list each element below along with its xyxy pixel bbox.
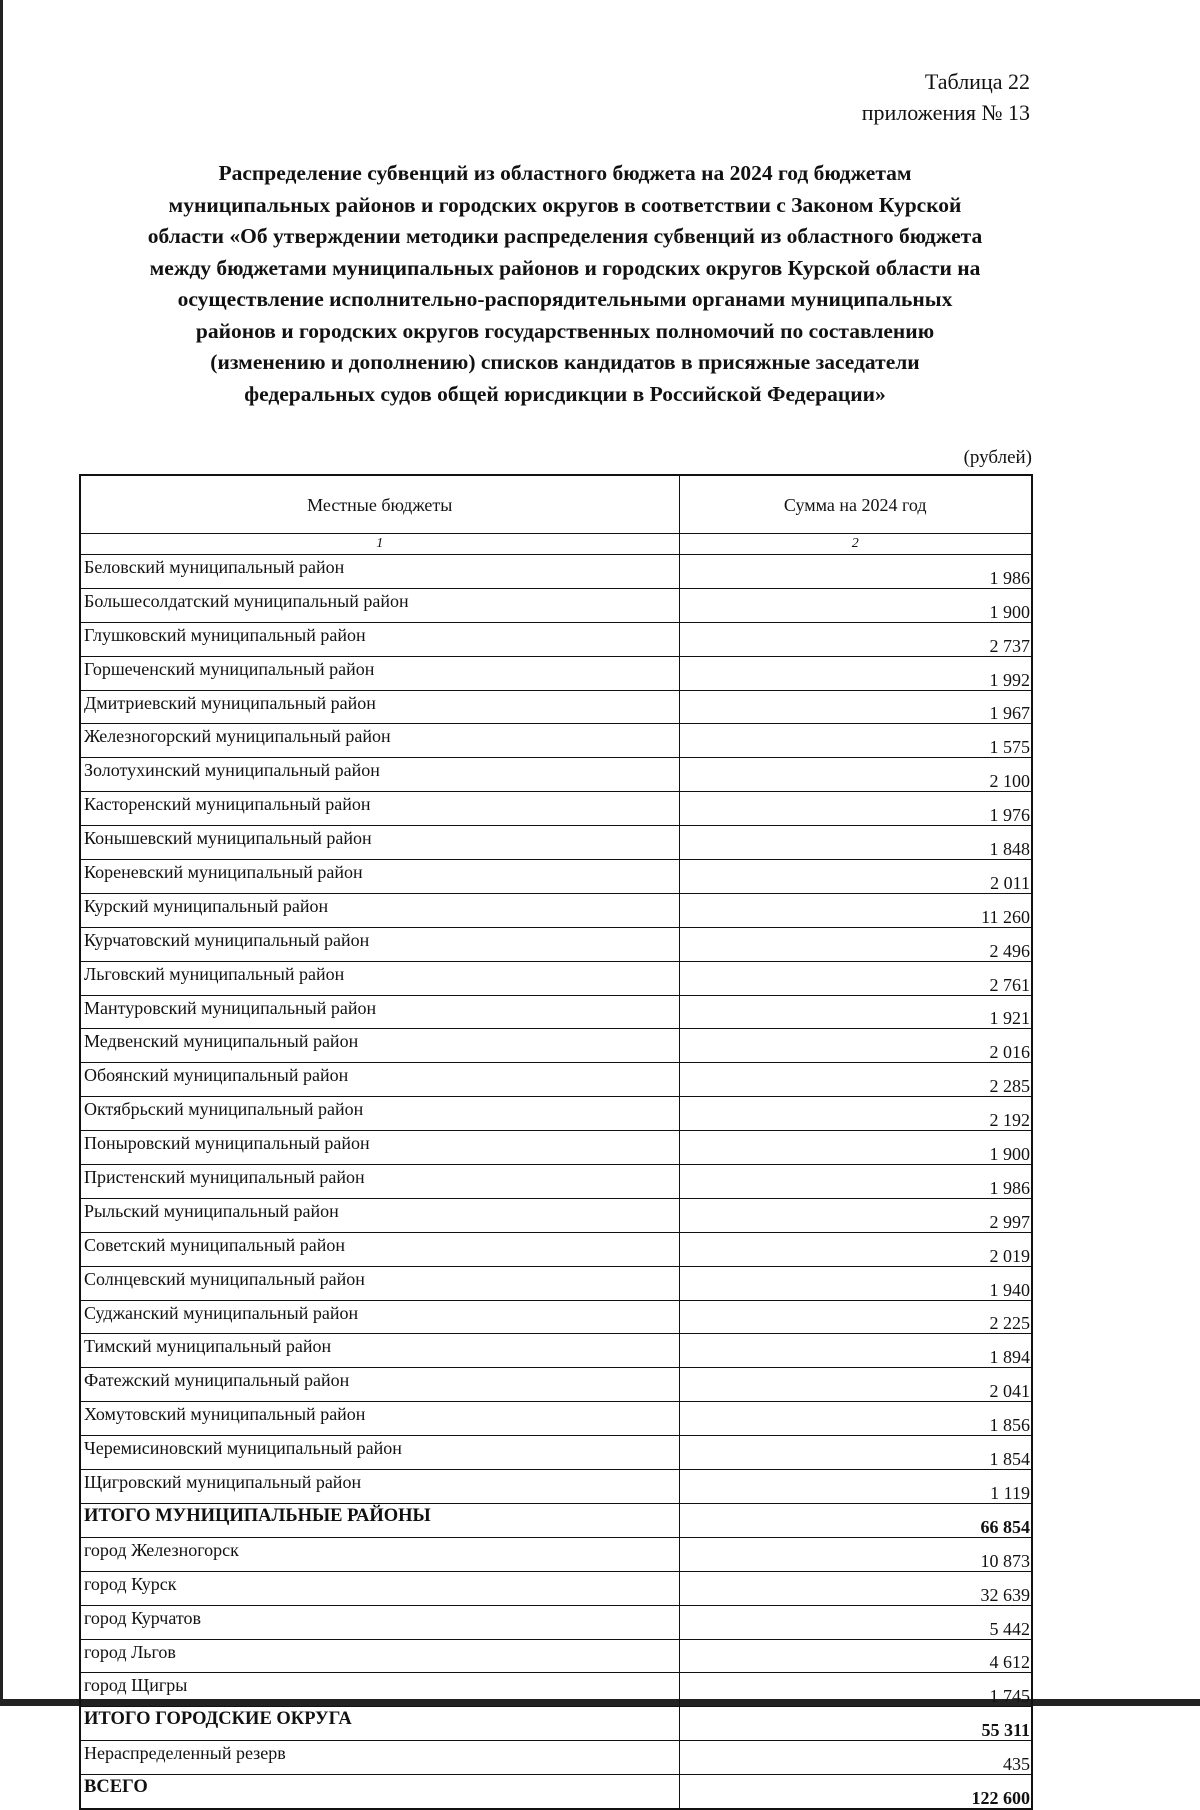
table-row bbox=[80, 656, 1032, 690]
table-row bbox=[80, 1673, 1032, 1707]
amount-cell: 122 600 bbox=[679, 1775, 1032, 1809]
appendix-number: приложения № 13 bbox=[861, 100, 1030, 125]
column-index-row bbox=[80, 534, 1032, 555]
table-row bbox=[80, 1605, 1032, 1639]
budget-name-cell: Дмитриевский муниципальный район bbox=[80, 690, 679, 724]
budget-name-cell: Касторенский муниципальный район bbox=[80, 792, 679, 826]
budget-name-cell: Черемисиновский муниципальный район bbox=[80, 1436, 679, 1470]
table-row bbox=[80, 758, 1032, 792]
title-line: Распределение субвенций из областного бюджета на 2024 год бюджетам bbox=[218, 161, 912, 185]
budget-name-cell: Медвенский муниципальный район bbox=[80, 1029, 679, 1063]
table-row bbox=[80, 1334, 1032, 1368]
amount-cell: 2 496 bbox=[679, 927, 1032, 961]
table-row bbox=[80, 1198, 1032, 1232]
budget-name-cell: Большесолдатский муниципальный район bbox=[80, 588, 679, 622]
table-row bbox=[80, 588, 1032, 622]
amount-cell: 2 019 bbox=[679, 1232, 1032, 1266]
column-index: 2 bbox=[679, 534, 1032, 555]
budget-name-cell: Курчатовский муниципальный район bbox=[80, 927, 679, 961]
amount-cell: 2 192 bbox=[679, 1097, 1032, 1131]
amount-cell: 1 900 bbox=[679, 588, 1032, 622]
title-line: области «Об утверждении методики распределения субвенций из областного бюджета bbox=[147, 224, 983, 248]
title-line: муниципальных районов и городских округов в соответствии с Законом Курской bbox=[168, 192, 962, 217]
title-line: (изменению и дополнению) списков кандидатов в присяжные заседатели bbox=[210, 350, 920, 374]
budget-name-cell: Щигровский муниципальный район bbox=[80, 1470, 679, 1504]
budget-name-cell: Фатежский муниципальный район bbox=[80, 1368, 679, 1402]
budget-name-cell: город Курчатов bbox=[80, 1605, 679, 1639]
amount-cell: 55 311 bbox=[679, 1707, 1032, 1741]
budget-name-cell: Курский муниципальный район bbox=[80, 893, 679, 927]
distribution-table bbox=[79, 474, 1033, 1810]
budget-name-cell: Тимский муниципальный район bbox=[80, 1334, 679, 1368]
table-row bbox=[80, 690, 1032, 724]
column-index: 1 bbox=[80, 534, 679, 555]
budget-name-cell: Глушковский муниципальный район bbox=[80, 622, 679, 656]
table-row bbox=[80, 1300, 1032, 1334]
budget-name-cell: Обоянский муниципальный район bbox=[80, 1063, 679, 1097]
budget-name-cell: Беловский муниципальный район bbox=[80, 555, 679, 589]
table-row bbox=[80, 893, 1032, 927]
amount-cell: 10 873 bbox=[679, 1537, 1032, 1571]
amount-cell: 2 997 bbox=[679, 1198, 1032, 1232]
table-total-row bbox=[80, 1707, 1032, 1741]
amount-cell: 5 442 bbox=[679, 1605, 1032, 1639]
table-row bbox=[80, 1639, 1032, 1673]
unit-label: (рублей) bbox=[963, 447, 1032, 468]
budget-name-cell: город Льгов bbox=[80, 1639, 679, 1673]
budget-name-cell: Рыльский муниципальный район bbox=[80, 1198, 679, 1232]
table-total-row bbox=[80, 1503, 1032, 1537]
amount-cell: 32 639 bbox=[679, 1571, 1032, 1605]
table-row bbox=[80, 622, 1032, 656]
title-line: осуществление исполнительно-распорядительными органами муниципальных bbox=[177, 287, 953, 311]
amount-cell: 1 848 bbox=[679, 826, 1032, 860]
budget-name-cell: Нераспределенный резерв bbox=[80, 1741, 679, 1775]
amount-cell: 1 894 bbox=[679, 1334, 1032, 1368]
amount-cell: 2 016 bbox=[679, 1029, 1032, 1063]
table-row bbox=[80, 927, 1032, 961]
document-title bbox=[88, 158, 1042, 410]
table-row bbox=[80, 1266, 1032, 1300]
table-header-row bbox=[80, 475, 1032, 534]
budget-name-cell: ИТОГО ГОРОДСКИЕ ОКРУГА bbox=[80, 1707, 679, 1741]
table-row bbox=[80, 1097, 1032, 1131]
budget-name-cell: город Железногорск bbox=[80, 1537, 679, 1571]
amount-cell: 1 986 bbox=[679, 1165, 1032, 1199]
table-row bbox=[80, 961, 1032, 995]
table-row bbox=[80, 1436, 1032, 1470]
amount-cell: 2 100 bbox=[679, 758, 1032, 792]
amount-cell: 2 011 bbox=[679, 860, 1032, 894]
budget-name-cell: ВСЕГО bbox=[80, 1775, 679, 1809]
budget-name-cell: Октябрьский муниципальный район bbox=[80, 1097, 679, 1131]
table-row bbox=[80, 1571, 1032, 1605]
amount-cell: 1 992 bbox=[679, 656, 1032, 690]
amount-cell: 1 854 bbox=[679, 1436, 1032, 1470]
amount-cell: 1 745 bbox=[679, 1673, 1032, 1707]
table-row bbox=[80, 1063, 1032, 1097]
table-row bbox=[80, 724, 1032, 758]
amount-cell: 2 761 bbox=[679, 961, 1032, 995]
table-row bbox=[80, 1029, 1032, 1063]
amount-cell: 11 260 bbox=[679, 893, 1032, 927]
amount-cell: 1 976 bbox=[679, 792, 1032, 826]
amount-cell: 1 921 bbox=[679, 995, 1032, 1029]
table-row bbox=[80, 860, 1032, 894]
title-line: районов и городских округов государственных полномочий по составлению bbox=[195, 318, 935, 343]
title-line: федеральных судов общей юрисдикции в Российской Федерации» bbox=[244, 381, 886, 406]
budget-name-cell: Кореневский муниципальный район bbox=[80, 860, 679, 894]
title-line: между бюджетами муниципальных районов и городских округов Курской области на bbox=[149, 255, 981, 280]
table-total-row bbox=[80, 1775, 1032, 1809]
budget-name-cell: Солнцевский муниципальный район bbox=[80, 1266, 679, 1300]
table-row bbox=[80, 792, 1032, 826]
table-row bbox=[80, 826, 1032, 860]
table-row bbox=[80, 1537, 1032, 1571]
column-header-amount: Сумма на 2024 год bbox=[679, 475, 1032, 534]
budget-name-cell: Конышевский муниципальный район bbox=[80, 826, 679, 860]
budget-name-cell: Мантуровский муниципальный район bbox=[80, 995, 679, 1029]
budget-name-cell: Золотухинский муниципальный район bbox=[80, 758, 679, 792]
budget-name-cell: Горшеченский муниципальный район bbox=[80, 656, 679, 690]
amount-cell: 1 119 bbox=[679, 1470, 1032, 1504]
table-row bbox=[80, 555, 1032, 589]
amount-cell: 1 940 bbox=[679, 1266, 1032, 1300]
budget-name-cell: ИТОГО МУНИЦИПАЛЬНЫЕ РАЙОНЫ bbox=[80, 1503, 679, 1537]
amount-cell: 1 967 bbox=[679, 690, 1032, 724]
scan-edge-left bbox=[0, 0, 3, 1706]
amount-cell: 1 575 bbox=[679, 724, 1032, 758]
table-row bbox=[80, 995, 1032, 1029]
amount-cell: 66 854 bbox=[679, 1503, 1032, 1537]
budget-name-cell: Железногорский муниципальный район bbox=[80, 724, 679, 758]
budget-name-cell: город Курск bbox=[80, 1571, 679, 1605]
budget-name-cell: город Щигры bbox=[80, 1673, 679, 1707]
column-header-budgets: Местные бюджеты bbox=[80, 475, 679, 534]
table-row bbox=[80, 1470, 1032, 1504]
amount-cell: 4 612 bbox=[679, 1639, 1032, 1673]
amount-cell: 435 bbox=[679, 1741, 1032, 1775]
amount-cell: 2 041 bbox=[679, 1368, 1032, 1402]
amount-cell: 2 737 bbox=[679, 622, 1032, 656]
table-row bbox=[80, 1232, 1032, 1266]
amount-cell: 1 986 bbox=[679, 555, 1032, 589]
table-row bbox=[80, 1165, 1032, 1199]
budget-name-cell: Хомутовский муниципальный район bbox=[80, 1402, 679, 1436]
table-row bbox=[80, 1402, 1032, 1436]
budget-name-cell: Советский муниципальный район bbox=[80, 1232, 679, 1266]
table-row bbox=[80, 1131, 1032, 1165]
document-reference bbox=[862, 66, 1030, 128]
table-row bbox=[80, 1741, 1032, 1775]
table-number: Таблица 22 bbox=[924, 69, 1030, 94]
budget-name-cell: Льговский муниципальный район bbox=[80, 961, 679, 995]
amount-cell: 2 225 bbox=[679, 1300, 1032, 1334]
amount-cell: 2 285 bbox=[679, 1063, 1032, 1097]
amount-cell: 1 900 bbox=[679, 1131, 1032, 1165]
budget-name-cell: Пристенский муниципальный район bbox=[80, 1165, 679, 1199]
table-row bbox=[80, 1368, 1032, 1402]
budget-name-cell: Поныровский муниципальный район bbox=[80, 1131, 679, 1165]
budget-name-cell: Суджанский муниципальный район bbox=[80, 1300, 679, 1334]
table-body bbox=[80, 555, 1032, 1809]
amount-cell: 1 856 bbox=[679, 1402, 1032, 1436]
